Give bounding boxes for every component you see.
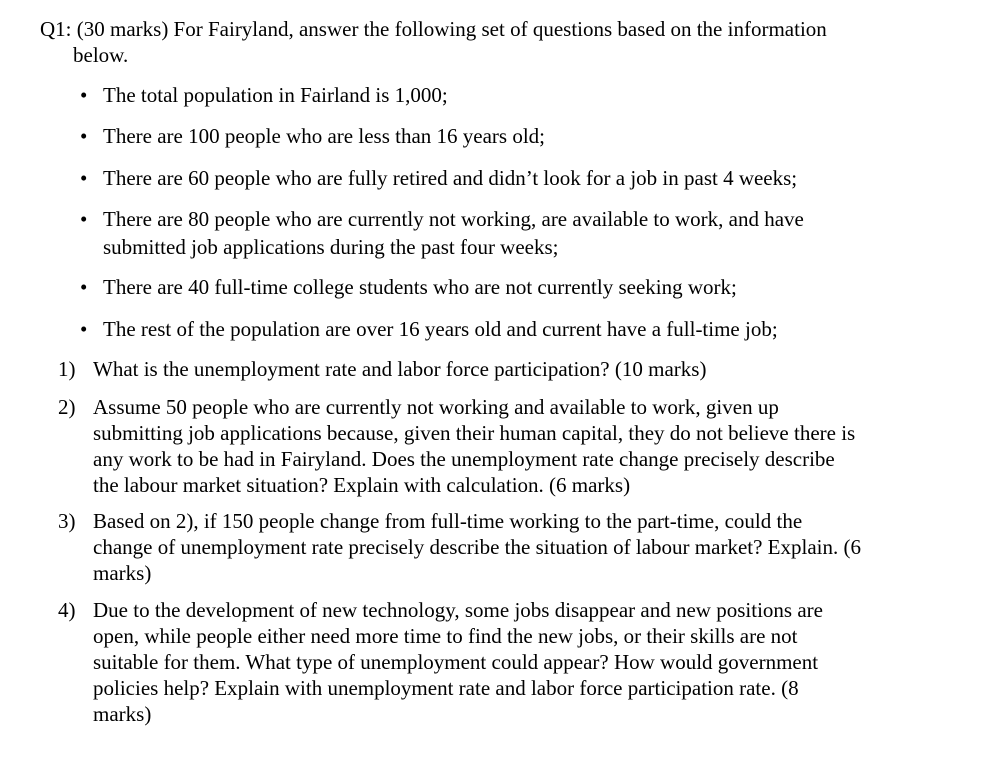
bullet-text: There are 60 people who are fully retired and didn’t look for a job in past 4 weeks; xyxy=(103,166,798,190)
subquestion-text-line: suitable for them. What type of unemployment could appear? How would government xyxy=(93,650,819,674)
subquestion-text-line: Assume 50 people who are currently not working and available to work, given up xyxy=(93,395,779,419)
subquestion-text-line: open, while people either need more time to find the new jobs, or their skills are not xyxy=(93,624,798,648)
bullet-marker: • xyxy=(80,275,88,299)
subquestion-number: 1) xyxy=(58,357,76,381)
question-header xyxy=(40,16,940,68)
subquestion-text-line: submitting job applications because, given their human capital, they do not believe there is xyxy=(93,421,856,445)
subquestion-text-line: policies help? Explain with unemployment rate and labor force participation rate. (8 xyxy=(93,676,799,700)
bullet-marker: • xyxy=(80,124,88,148)
subquestion-text-line: Based on 2), if 150 people change from full-time working to the part-time, could the xyxy=(93,509,803,533)
bullet-text: The total population in Fairland is 1,000; xyxy=(103,83,448,107)
subquestion-text xyxy=(93,508,923,586)
question-header-line: below. xyxy=(73,43,129,67)
subquestion-text-line: change of unemployment rate precisely describe the situation of labour market? Explain. (6 xyxy=(93,535,861,559)
bullet-text-line: submitted job applications during the past four weeks; xyxy=(103,235,559,259)
bullet-text: There are 40 full-time college students who are not currently seeking work; xyxy=(103,275,737,299)
subquestion-text-line: the labour market situation? Explain with calculation. (6 marks) xyxy=(93,473,631,497)
bullet-marker: • xyxy=(80,207,88,231)
question-header-line: Q1: (30 marks) For Fairyland, answer the following set of questions based on the information xyxy=(40,17,827,41)
subquestion-text xyxy=(93,394,923,498)
bullet-text: The rest of the population are over 16 years old and current have a full-time job; xyxy=(103,317,778,341)
subquestion-number: 2) xyxy=(58,395,76,419)
subquestion-text-line: Due to the development of new technology, some jobs disappear and new positions are xyxy=(93,598,823,622)
subquestion-text: What is the unemployment rate and labor force participation? (10 marks) xyxy=(93,357,707,381)
subquestion-number: 4) xyxy=(58,598,76,622)
subquestion-text-line: marks) xyxy=(93,561,152,585)
bullet-marker: • xyxy=(80,83,88,107)
bullet-marker: • xyxy=(80,317,88,341)
bullet-text xyxy=(103,205,923,261)
subquestion-text-line: marks) xyxy=(93,702,152,726)
subquestion-text-line: any work to be had in Fairyland. Does the unemployment rate change precisely describe xyxy=(93,447,835,471)
bullet-marker: • xyxy=(80,166,88,190)
bullet-text-line: There are 80 people who are currently not working, are available to work, and have xyxy=(103,207,804,231)
subquestion-text xyxy=(93,597,923,727)
bullet-text: There are 100 people who are less than 16 years old; xyxy=(103,124,546,148)
subquestion-number: 3) xyxy=(58,509,76,533)
